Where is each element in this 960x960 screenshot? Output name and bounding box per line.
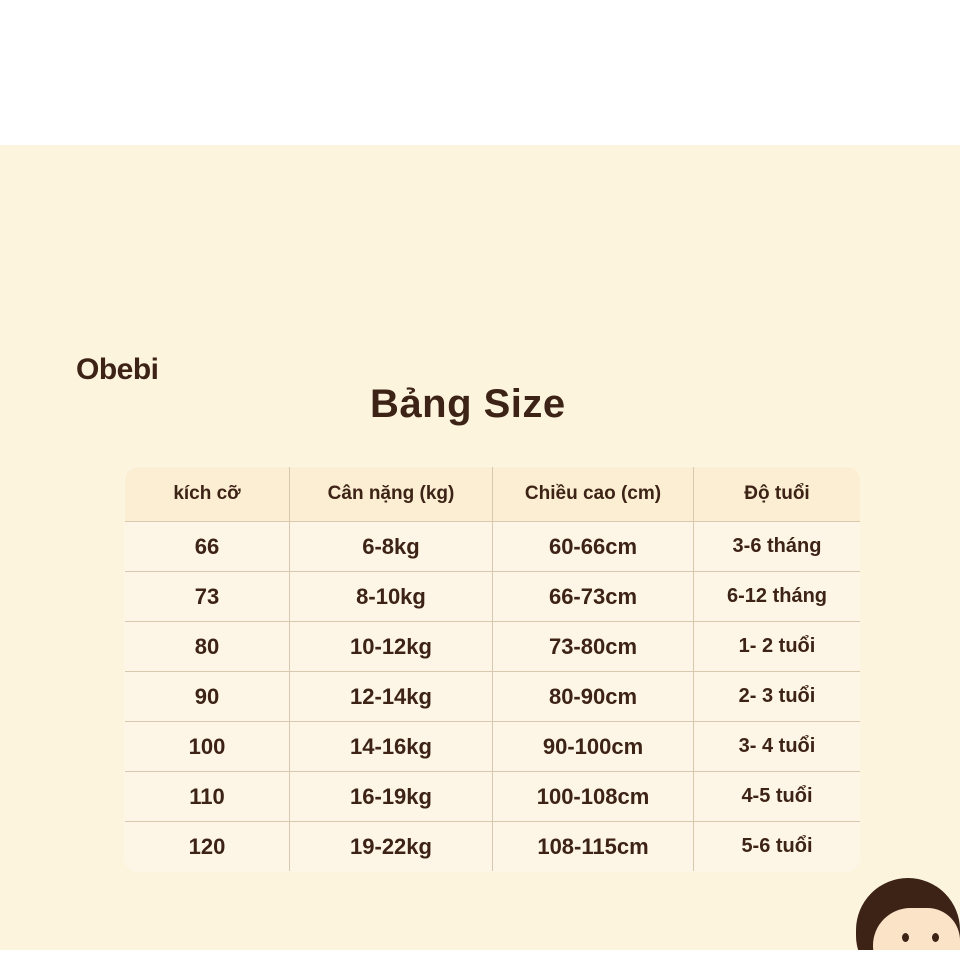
cell-age: 4-5 tuổi: [694, 772, 861, 822]
table-header-row: [125, 467, 861, 522]
table-row: [125, 622, 861, 672]
cell-height: 66-73cm: [493, 572, 694, 622]
cell-age: 6-12 tháng: [694, 572, 861, 622]
cell-weight: 8-10kg: [290, 572, 493, 622]
cell-age: 5-6 tuổi: [694, 822, 861, 872]
size-table-header: [125, 467, 861, 522]
table-row: [125, 822, 861, 872]
column-header-height: Chiều cao (cm): [493, 467, 694, 522]
size-table: [124, 466, 860, 872]
cell-height: 80-90cm: [493, 672, 694, 722]
cell-age: 3-6 tháng: [694, 522, 861, 572]
cell-size: 110: [125, 772, 290, 822]
cell-age: 3- 4 tuổi: [694, 722, 861, 772]
mascot-mouth: [915, 948, 927, 950]
cell-age: 1- 2 tuổi: [694, 622, 861, 672]
cell-size: 80: [125, 622, 290, 672]
page-title: Bảng Size: [370, 382, 566, 426]
size-chart-panel: [0, 145, 960, 950]
cell-age: 2- 3 tuổi: [694, 672, 861, 722]
table-row: [125, 672, 861, 722]
column-header-size: kích cỡ: [125, 467, 290, 522]
cell-size: 66: [125, 522, 290, 572]
cell-height: 60-66cm: [493, 522, 694, 572]
cell-height: 100-108cm: [493, 772, 694, 822]
table-row: [125, 722, 861, 772]
cell-weight: 12-14kg: [290, 672, 493, 722]
cell-height: 90-100cm: [493, 722, 694, 772]
mascot-eye-left: [902, 933, 909, 942]
cell-height: 73-80cm: [493, 622, 694, 672]
size-table-wrapper: [124, 466, 860, 872]
cell-weight: 10-12kg: [290, 622, 493, 672]
mascot-eye-right: [932, 933, 939, 942]
mascot-face-icon: [856, 878, 960, 950]
column-header-weight: Cân nặng (kg): [290, 467, 493, 522]
cell-weight: 14-16kg: [290, 722, 493, 772]
column-header-age: Độ tuổi: [694, 467, 861, 522]
brand-logo-text: Obebi: [76, 353, 159, 386]
cell-weight: 16-19kg: [290, 772, 493, 822]
cell-height: 108-115cm: [493, 822, 694, 872]
table-row: [125, 522, 861, 572]
cell-weight: 19-22kg: [290, 822, 493, 872]
cell-size: 73: [125, 572, 290, 622]
size-table-body: [125, 522, 861, 872]
table-row: [125, 772, 861, 822]
cell-size: 90: [125, 672, 290, 722]
cell-weight: 6-8kg: [290, 522, 493, 572]
cell-size: 120: [125, 822, 290, 872]
table-row: [125, 572, 861, 622]
cell-size: 100: [125, 722, 290, 772]
